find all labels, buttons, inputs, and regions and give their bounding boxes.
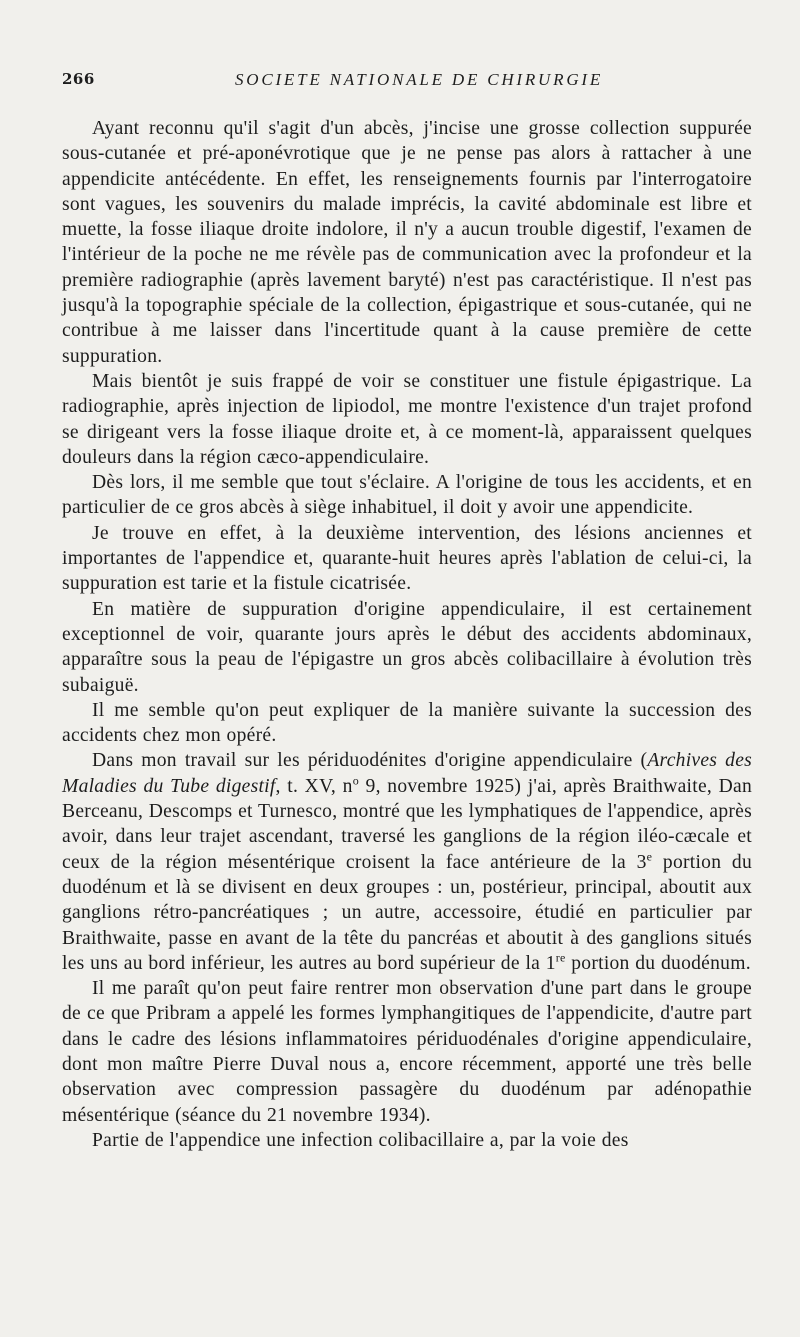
body-text: [62, 116, 752, 1153]
paragraph-4: Je trouve en effet, à la deuxième intervention, des lésions anciennes et importantes de l'appendice et, quarante-huit heures après l'ablation de celui-ci, la suppuration est tarie et la fistule cicatrisée.: [62, 522, 752, 595]
page-number: 266: [62, 70, 95, 88]
paragraph-7-mid3: portion du duodénum et là se divisent en deux groupes : un, postérieur, principal, aboutit aux ganglions rétro-pancréatiques ; un autre, accessoire, étudié en particulier par Braithwaite, passe en avant de la tête du pancréas et aboutit à des ganglions situés les uns au bord inférieur, les autres au bord supérieur de la 1: [62, 851, 752, 974]
paragraph-7-post: portion du duodénum.: [565, 952, 751, 974]
paragraph-7-mid2: 9, novembre 1925) j'ai, après Braithwaite, Dan Berceanu, Descomps et Turnesco, montré que les lymphatiques de l'appendice, après avoir, dans leur trajet ascendant, traversé les ganglions de la région iléo-cæcale et ceux de la région mésentérique croisent la face antérieure de la 3: [62, 775, 752, 873]
paragraph-1: Ayant reconnu qu'il s'agit d'un abcès, j'incise une grosse collection suppurée sous-cutanée et pré-aponévrotique que je ne pense pas alors à rattacher à une appendicite antécédente. En effet, les renseignements fournis par l'interrogatoire sont vagues, les souvenirs du malade imprécis, la cavité abdominale est libre et muette, la fosse iliaque droite indolore, il n'y a aucun trouble digestif, l'examen de l'intérieur de la poche ne me révèle pas de communication avec la profondeur et la première radiographie (après lavement baryté) n'est pas caractéristique. Il n'est pas jusqu'à la topographie spéciale de la collection, épigastrique et sous-cutanée, qui ne contribue à me laisser dans l'incertitude quant à la cause première de cette suppuration.: [62, 118, 752, 367]
journal-citation: Archives des Maladies du Tube digestif: [62, 750, 753, 797]
paragraph-2: Mais bientôt je suis frappé de voir se constituer une fistule épigastrique. La radiographie, après injection de lipiodol, me montre l'existence d'un trajet profond se dirigeant vers la fosse iliaque droite et, à ce moment-là, apparaissent quelques douleurs dans la région cæco-appendiculaire.: [62, 370, 752, 468]
paragraph-7-pre: Dans mon travail sur les périduodénites d'origine appendiculaire (: [92, 750, 648, 772]
paragraph-9: Partie de l'appendice une infection colibacillaire a, par la voie des: [92, 1129, 629, 1151]
superscript-ordinal-e: e: [646, 849, 653, 864]
running-title: SOCIETE NATIONALE DE CHIRURGIE: [234, 70, 604, 89]
paragraph-7-mid: , t. XV, n: [275, 775, 353, 797]
paragraph-8: Il me paraît qu'on peut faire rentrer mon observation d'une part dans le groupe de ce que Pribram a appelé les formes lymphangitiques de l'appendicite, d'autre part dans le cadre des lésions inflammatoires périduodénales d'origine appendiculaire, dont mon maître Pierre Duval nous a, encore récemment, apporté une très belle observation avec compression passagère du duodénum par adénopathie mésentérique (séance du 21 novembre 1934).: [62, 978, 752, 1126]
paragraph-3: Dès lors, il me semble que tout s'éclaire. A l'origine de tous les accidents, et en particulier de ce gros abcès à siège inhabituel, il doit y avoir une appendicite.: [62, 472, 752, 519]
superscript-numero: o: [352, 773, 359, 788]
superscript-ordinal-re: re: [555, 950, 566, 965]
paragraph-5: En matière de suppuration d'origine appendiculaire, il est certainement exceptionnel de voir, quarante jours après le début des accidents abdominaux, apparaître sous la peau de l'épigastre un gros abcès colibacillaire à évolution très subaiguë.: [62, 598, 752, 696]
paragraph-7: [62, 748, 752, 976]
page-header: [62, 70, 752, 94]
paragraph-6: Il me semble qu'on peut expliquer de la manière suivante la succession des accidents chez mon opéré.: [62, 699, 752, 747]
